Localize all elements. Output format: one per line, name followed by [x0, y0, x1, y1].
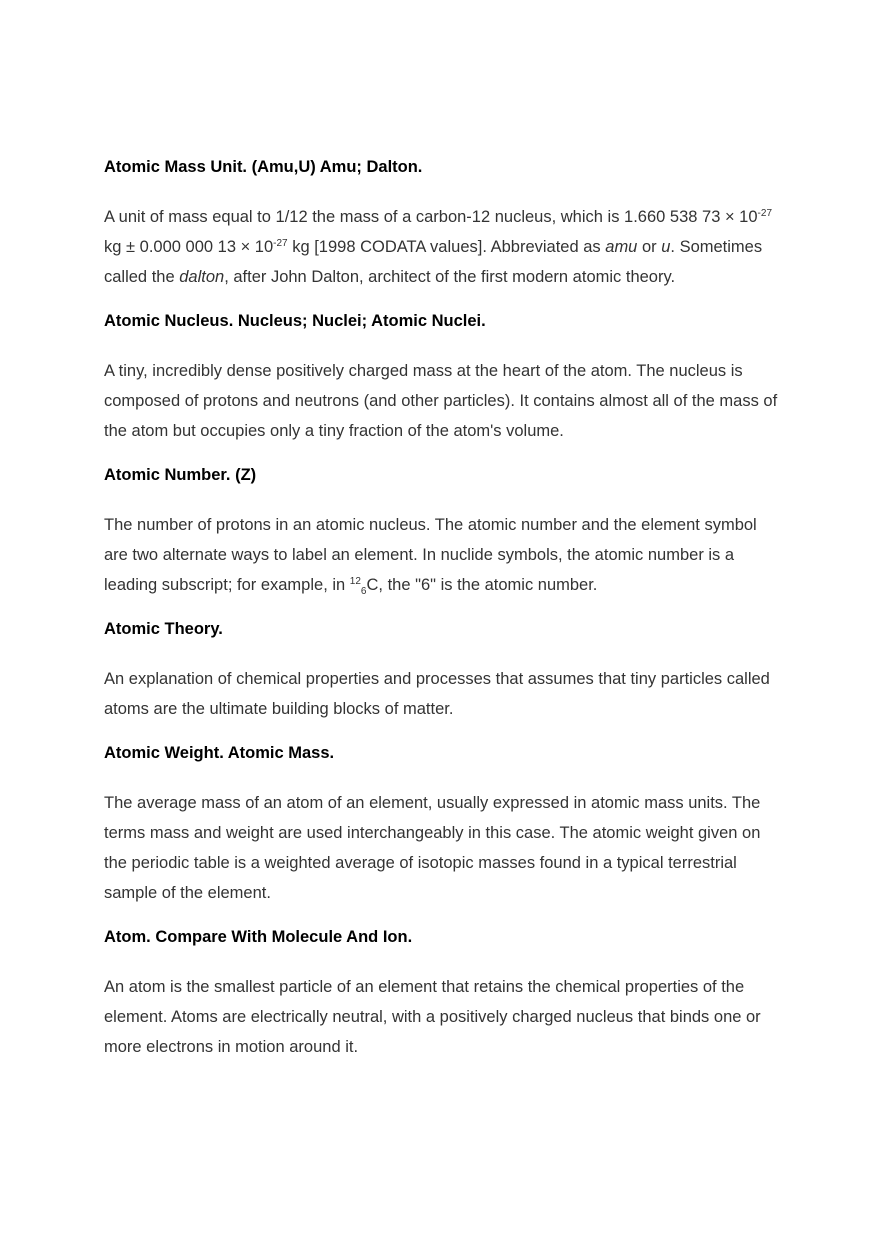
glossary-page [104, 155, 784, 1079]
entry-atomic-number [104, 463, 784, 600]
entry-title: Atomic Nucleus. Nucleus; Nuclei; Atomic Nuclei. [104, 312, 486, 330]
entry-definition: An explanation of chemical properties and processes that assumes that tiny particles called atoms are the ultimate building blocks of matter. [104, 670, 770, 718]
entry-atomic-mass-unit [104, 155, 784, 292]
entry-atomic-nucleus [104, 309, 784, 446]
entry-definition: The number of protons in an atomic nucleus. The atomic number and the element symbol are two alternate ways to label an element. In nuclide symbols, the atomic number is a leading subscript; for example, in $^{12}_6$C, the "6" is the atomic number. [104, 510, 784, 600]
entry-title: Atomic Number. (Z) [104, 466, 257, 484]
entry-definition: A unit of mass equal to 1/12 the mass of a carbon-12 nucleus, which is 1.660 538 $73 \times 10^{-27}$ kg ± 0.000 000 $13 \times 10^{-27}$ kg [1998 CODATA values]. Abbreviated as amu or u. Sometimes called the dalton, after John Dalton, architect of the first modern atomic theory. [104, 207, 772, 286]
entry-atomic-theory [104, 617, 784, 724]
entry-title: Atomic Theory. [104, 620, 223, 638]
entry-title: Atom. Compare With Molecule And Ion. [104, 928, 413, 946]
entry-title: Atomic Weight. Atomic Mass. [104, 744, 335, 762]
entry-definition: A tiny, incredibly dense positively charged mass at the heart of the atom. The nucleus is composed of protons and neutrons (and other particles). It contains almost all of the mass of the atom but occupies only a tiny fraction of the atom's volume. [104, 362, 778, 440]
entry-title: Atomic Mass Unit. (Amu,U) Amu; Dalton. [104, 158, 423, 176]
entry-atom [104, 925, 784, 1062]
nuclide-symbol: $^{12}_6$C [349, 575, 379, 598]
entry-definition: An atom is the smallest particle of an element that retains the chemical properties of the element. Atoms are electrically neutral, with a positively charged nucleus that binds one or more electrons in motion around it. [104, 978, 761, 1056]
entry-definition: The average mass of an atom of an element, usually expressed in atomic mass units. The terms mass and weight are used interchangeably in this case. The atomic weight given on the periodic table is a weighted average of isotopic masses found in a typical terrestrial sample of the element. [104, 794, 761, 902]
entry-atomic-weight [104, 741, 784, 908]
